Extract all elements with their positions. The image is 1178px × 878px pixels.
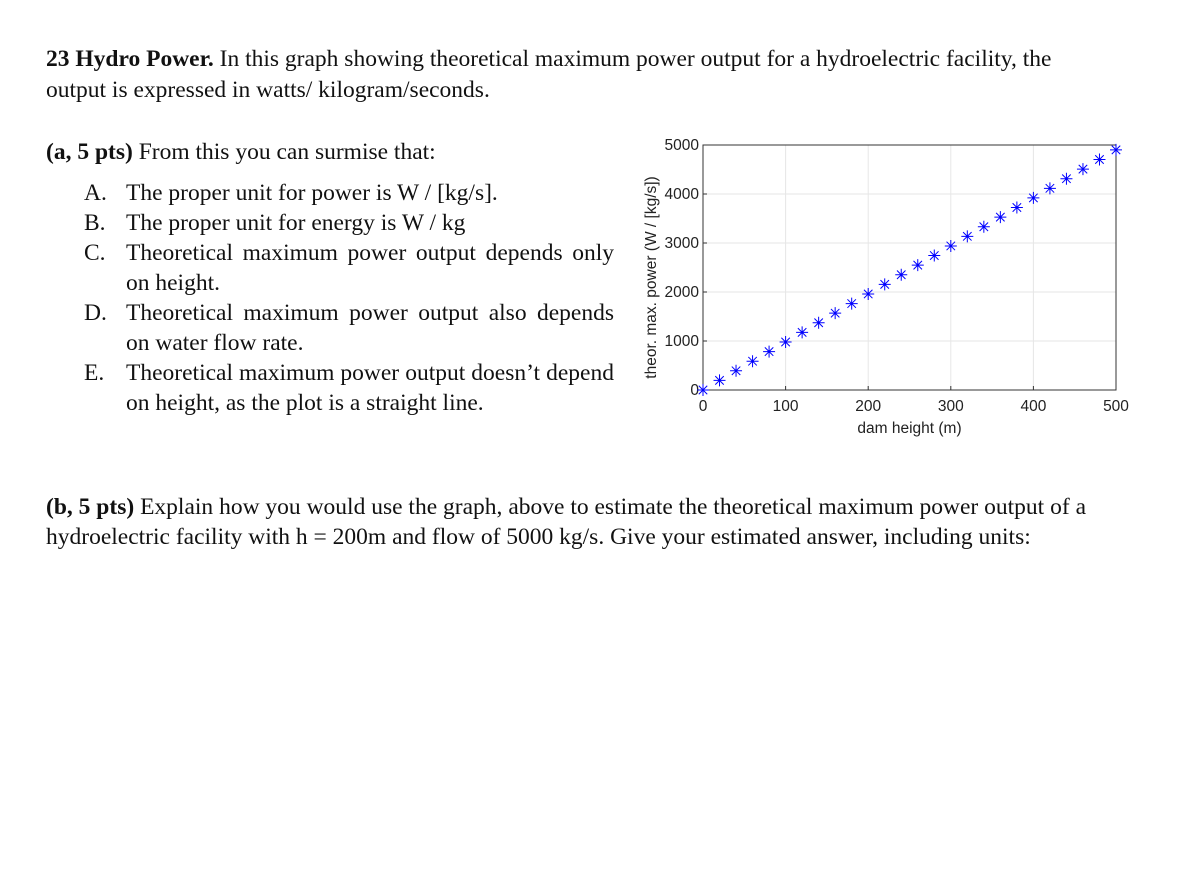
x-tick-label: 400	[1020, 398, 1047, 415]
part-a-prompt: From this you can surmise that:	[132, 139, 436, 165]
data-point-marker	[945, 240, 957, 252]
data-point-marker	[1093, 154, 1105, 166]
x-tick-label: 500	[1103, 398, 1129, 415]
data-point-marker	[895, 269, 907, 281]
y-tick-label: 5000	[664, 137, 699, 154]
x-tick-label: 300	[937, 398, 964, 415]
x-axis-label: dam height (m)	[857, 420, 962, 437]
data-point-marker	[978, 221, 990, 233]
data-point-marker	[1077, 163, 1089, 175]
question-header	[46, 44, 1086, 106]
data-point-marker	[1044, 182, 1056, 194]
data-point-marker	[714, 374, 726, 386]
part-a-label: (a, 5 pts)	[46, 139, 133, 165]
data-point-marker	[1060, 173, 1072, 185]
part-b-label: (b, 5 pts)	[46, 494, 135, 520]
question-topic: Hydro Power.	[75, 46, 214, 72]
data-point-marker	[780, 336, 792, 348]
answer-options	[84, 178, 614, 418]
y-tick-label: 0	[690, 382, 699, 399]
option-letter: D.	[84, 300, 107, 326]
data-point-marker	[994, 211, 1006, 223]
x-tick-label: 200	[855, 398, 882, 415]
y-tick-label: 4000	[664, 186, 699, 203]
data-point-marker	[1027, 192, 1039, 204]
option-d[interactable]	[84, 298, 614, 358]
plot-frame	[703, 145, 1116, 390]
y-axis-label: theor. max. power (W / [kg/s])	[643, 176, 660, 379]
option-text: The proper unit for power is W / [kg/s].	[126, 180, 498, 206]
option-text: Theoretical maximum power output doesn’t depend on height, as the plot is a straight line.	[126, 360, 614, 416]
part-b-text: Explain how you would use the graph, above to estimate the theoretical maximum power output of a hydroelectric facility with h = 200m and flow of 5000 kg/s. Give your estimated answer, including units:	[46, 494, 1087, 550]
data-point-marker	[846, 298, 858, 310]
option-letter: E.	[84, 360, 105, 386]
option-letter: A.	[84, 180, 107, 206]
data-point-marker	[747, 355, 759, 367]
data-markers	[697, 144, 1122, 396]
data-point-marker	[829, 307, 841, 319]
data-point-marker	[928, 250, 940, 262]
power-vs-height-chart	[628, 128, 1148, 448]
y-tick-label: 3000	[664, 235, 699, 252]
x-tick-label: 0	[698, 398, 708, 415]
y-tick-label: 2000	[664, 284, 699, 301]
part-b	[46, 492, 1086, 552]
data-point-marker	[730, 365, 742, 377]
chart-grid	[703, 145, 1116, 390]
option-e[interactable]	[84, 358, 614, 418]
data-point-marker	[813, 317, 825, 329]
option-text: Theoretical maximum power output also depends on water flow rate.	[126, 300, 614, 356]
question-number: 23	[46, 46, 70, 72]
part-a-heading	[46, 137, 436, 168]
x-tick-label: 100	[772, 398, 799, 415]
data-point-marker	[763, 346, 775, 358]
data-point-marker	[912, 259, 924, 271]
option-text: The proper unit for energy is W / kg	[126, 210, 466, 236]
y-tick-label: 1000	[664, 333, 699, 350]
data-point-marker	[1110, 144, 1122, 156]
option-letter: C.	[84, 240, 106, 266]
data-point-marker	[697, 384, 709, 396]
option-letter: B.	[84, 210, 106, 236]
option-c[interactable]	[84, 238, 614, 298]
data-point-marker	[862, 288, 874, 300]
option-text: Theoretical maximum power output depends only on height.	[126, 240, 614, 296]
question-intro: In this graph showing theoretical maximum power output for a hydroelectric facility, the output is expressed in watts/ kilogram/seconds.	[46, 46, 1052, 103]
data-point-marker	[961, 230, 973, 242]
data-point-marker	[879, 278, 891, 290]
option-a[interactable]	[84, 178, 614, 208]
data-point-marker	[796, 326, 808, 338]
data-point-marker	[1011, 202, 1023, 214]
option-b[interactable]	[84, 208, 614, 238]
